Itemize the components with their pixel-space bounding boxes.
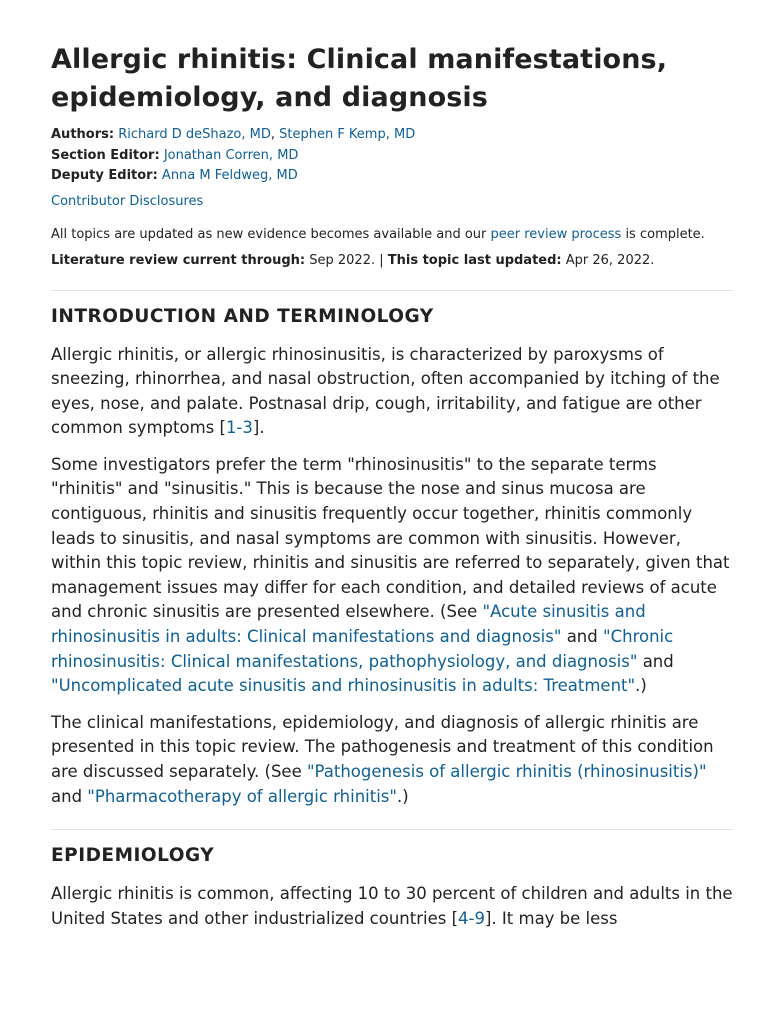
notice-text: All topics are updated as new evidence becomes available and our (51, 226, 491, 242)
review-dates (51, 251, 733, 271)
peer-review-link[interactable]: peer review process (490, 226, 622, 242)
topic-link-acute-sinusitis[interactable]: "Acute sinusitis and rhinosinusitis in adults: Clinical manifestations and diagnosis" (51, 602, 646, 647)
section-editor-label: Section Editor: (51, 147, 160, 163)
intro-paragraph-2 (51, 453, 733, 699)
topic-link-pharmacotherapy[interactable]: "Pharmacotherapy of allergic rhinitis" (87, 786, 397, 806)
paragraph-text: Allergic rhinitis is common, affecting 10 to 30 percent of children and adults in the United States and other industrialized countries [ (51, 884, 733, 928)
conjunction-text: and (561, 627, 603, 647)
topic-link-uncomplicated-sinusitis-treatment[interactable]: "Uncomplicated acute sinusitis and rhinosinusitis in adults: Treatment" (51, 676, 636, 696)
paragraph-text-end: ]. (252, 418, 265, 438)
paragraph-text-end: .) (635, 676, 647, 696)
topic-link-chronic-rhinosinusitis[interactable]: "Chronic rhinosinusitis: Clinical manifestations, pathophysiology, and diagnosis" (51, 627, 674, 671)
contributor-disclosures-link[interactable]: Contributor Disclosures (51, 193, 204, 209)
paragraph-text-end: .) (396, 786, 409, 806)
conjunction-text: and (51, 786, 88, 806)
author-link-kemp[interactable]: Stephen F Kemp, MD (279, 127, 416, 142)
topic-link-pathogenesis[interactable]: "Pathogenesis of allergic rhinitis (rhinosinusitis)" (306, 762, 707, 781)
reference-link-4-9[interactable]: 4-9 (458, 908, 485, 928)
section-heading-epidemiology: EPIDEMIOLOGY (51, 845, 215, 867)
paragraph-text: Allergic rhinitis, or allergic rhinosinusitis, is characterized by paroxysms of sneezing, rhinorrhea, and nasal obstruction, often accompanied by itching of the eyes, nose, and palate. Postnasal drip, cough, irritability, and fatigue are other common symptoms [ (51, 344, 720, 438)
section-editor-line (51, 146, 733, 167)
review-label: Literature review current through: (51, 252, 306, 268)
section-heading-introduction: INTRODUCTION AND TERMINOLOGY (51, 305, 434, 327)
intro-paragraph-1 (51, 343, 733, 441)
updated-label: This topic last updated: (387, 252, 562, 268)
epidemiology-paragraph-1 (51, 882, 733, 931)
author-block (51, 125, 733, 187)
deputy-editor-link[interactable]: Anna M Feldweg, MD (161, 168, 298, 183)
disclosures-row (51, 192, 733, 212)
paragraph-text: The clinical manifestations, epidemiology, and diagnosis of allergic rhinitis are presented in this topic review. The pathogenesis and treatment of this condition are discussed separately. (See (51, 712, 714, 781)
deputy-editor-label: Deputy Editor: (51, 168, 158, 183)
author-separator: , (270, 127, 280, 142)
intro-paragraph-3 (51, 711, 733, 809)
section-editor-link[interactable]: Jonathan Corren, MD (163, 147, 299, 163)
updated-date: Apr 26, 2022. (561, 252, 655, 268)
conjunction-text: and (637, 651, 674, 671)
author-link-deshazo[interactable]: Richard D deShazo, MD (118, 127, 271, 142)
paragraph-text-end: ]. It may be less (484, 908, 618, 928)
paragraph-text: Some investigators prefer the term "rhinosinusitis" to the separate terms "rhinitis" and "sinusitis." This is because the nose and sinus mucosa are contiguous, rhinitis and sinusitis frequently occur together, rhinitis commonly leads to sinusitis, and nasal symptoms are common with sinusitis. However, within this topic review, rhinitis and sinusitis are referred to separately, given that management issues may differ for each condition, and detailed reviews of acute and chronic sinusitis are presented elsewhere. (See (51, 454, 730, 622)
update-notice (51, 225, 711, 245)
review-date: Sep 2022. | (305, 252, 388, 268)
notice-text-end: is complete. (621, 226, 705, 242)
reference-link-1-3[interactable]: 1-3 (225, 418, 253, 438)
authors-line (51, 125, 733, 146)
deputy-editor-line (51, 166, 733, 187)
page-title: Allergic rhinitis: Clinical manifestations, epidemiology, and diagnosis (51, 44, 668, 113)
authors-label: Authors: (51, 127, 115, 142)
